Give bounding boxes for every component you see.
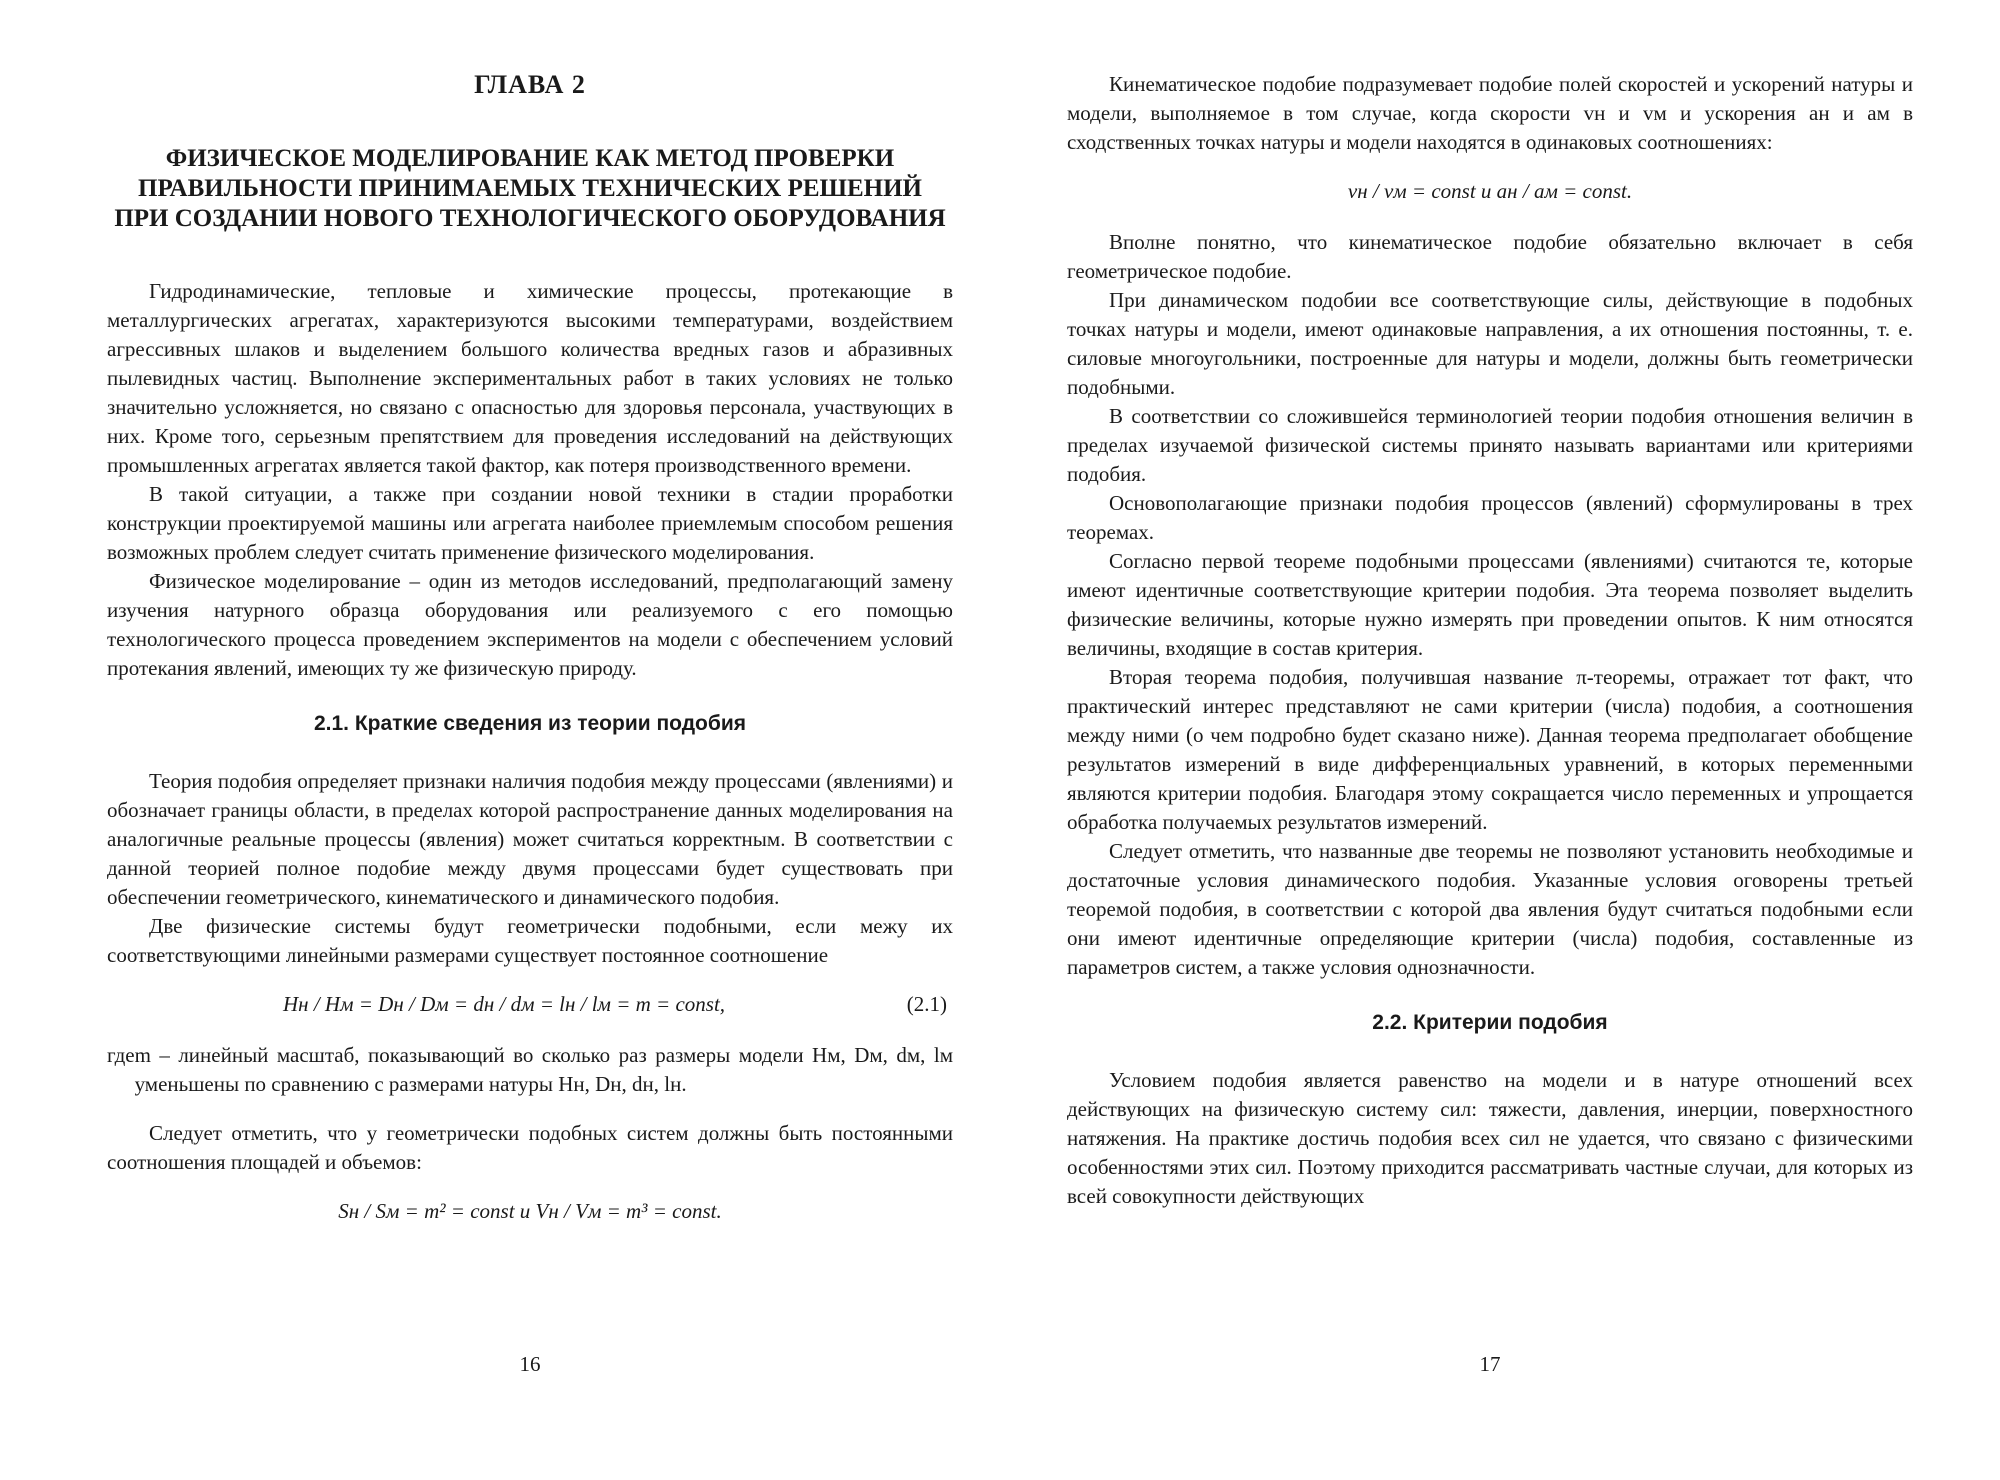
paragraph: Физическое моделирование – один из методов исследований, предполагающий замену изучения натурного образца оборудования или реализуемого с его помощью технологического процесса проведением экспериментов на модели с обеспечением условий протекания явлений, имеющих ту же физическую природу. <box>107 569 953 680</box>
chapter-title-line: ФИЗИЧЕСКОЕ МОДЕЛИРОВАНИЕ КАК МЕТОД ПРОВЕРКИ <box>165 145 895 172</box>
chapter-title <box>107 144 953 234</box>
paragraph: Согласно первой теореме подобными процессами (явлениями) считаются те, которые имеют идентичные соответствующие критерии подобия. Эта теорема позволяет выделить физические величины, которые нужно измерять при проведении опытов. К ним относятся величины, входящие в состав критерия. <box>1067 549 1913 660</box>
chapter-title-line: ПРАВИЛЬНОСТИ ПРИНИМАЕМЫХ ТЕХНИЧЕСКИХ РЕШЕНИЙ <box>138 175 922 202</box>
equation-area-volume: Sн / Sм = m² = const и Vн / Vм = m³ = const. <box>338 1199 722 1223</box>
paragraph: Гидродинамические, тепловые и химические процессы, протекающие в металлургических агрегатах, характеризуются высокими температурами, воздействием агрессивных шлаков и выделением большого количества вредных газов и абразивных пылевидных частиц. Выполнение экспериментальных работ в таких условиях не только значительно усложняется, но связано с опасностью для здоровья персонала, участвующих в них. Кроме того, серьезным препятствием для проведения исследований на действующих промышленных агрегатах является такой фактор, как потеря производственного времени. <box>107 279 953 477</box>
paragraph: Теория подобия определяет признаки наличия подобия между процессами (явлениями) и обозначает границы области, в пределах которой распространение данных моделирования на аналогичные реальные процессы (явления) может считаться корректным. В соответствии с данной теорией полное подобие между двумя процессами будет существовать при обеспечении геометрического, кинематического и динамического подобия. <box>107 769 953 909</box>
paragraph: Вполне понятно, что кинематическое подобие обязательно включает в себя геометрическое подобие. <box>1067 230 1913 283</box>
page-number: 17 <box>1479 1352 1501 1376</box>
where-label: где <box>107 1043 135 1067</box>
paragraph: При динамическом подобии все соответствующие силы, действующие в подобных точках натуры и модели, имеют одинаковые направления, а их отношения постоянны, т. е. силовые многоугольники, построенные для натуры и модели, должны быть геометрически подобными. <box>1067 288 1913 399</box>
equation-kinematic: vн / vм = const и aн / aм = const. <box>1347 179 1633 203</box>
paragraph: Две физические системы будут геометрически подобными, если межу их соответствующими линейными размерами существует постоянное соотношение <box>107 914 953 967</box>
section-heading-2-1: 2.1. Краткие сведения из теории подобия <box>313 712 747 735</box>
page-number: 16 <box>519 1352 541 1376</box>
left-page <box>107 0 953 1480</box>
equation-2-1-body: Hн / Hм = Dн / Dм = dн / dм = lн / lм = m = const, <box>283 992 726 1016</box>
paragraph: В такой ситуации, а также при создании новой техники в стадии проработки конструкции проектируемой машины или агрегата наиболее приемлемым способом решения возможных проблем следует считать применение физического моделирования. <box>107 482 953 564</box>
paragraph: Вторая теорема подобия, получившая название π-теоремы, отражает тот факт, что практический интерес представляют не сами критерии (числа) подобия, а соотношения между ними (о чем подробно будет сказано ниже). Данная теорема предполагает обобщение результатов измерений в виде дифференциальных уравнений, в которых переменными являются критерии подобия. Благодаря этому сокращается число переменных и упрощается обработка получаемых результатов измерений. <box>1067 665 1913 834</box>
where-clause <box>107 1041 953 1099</box>
chapter-heading: ГЛАВА 2 <box>474 70 586 99</box>
equation-2-1 <box>107 990 953 1019</box>
paragraph: В соответствии со сложившейся терминологией теории подобия отношения величин в пределах изучаемой физической системы принято называть вариантами или критериями подобия. <box>1067 404 1913 486</box>
paragraph: Следует отметить, что названные две теоремы не позволяют установить необходимые и достаточные условия динамического подобия. Указанные условия оговорены третьей теоремой подобия, в соответствии с которой два явления будут считаться подобными если они имеют идентичные определяющие критерии (числа) подобия, составленные из параметров систем, а также условия однозначности. <box>1067 839 1913 979</box>
paragraph: Условием подобия является равенство на модели и в натуре отношений всех действующих на физическую систему сил: тяжести, давления, инерции, поверхностного натяжения. На практике достичь подобия всех сил не удается, что связано с физическими особенностями этих сил. Поэтому приходится рассматривать частные случаи, для которых из всей совокупности действующих <box>1067 1068 1913 1208</box>
where-text: m – линейный масштаб, показывающий во сколько раз размеры модели Hм, Dм, dм, lм уменьшены по сравнению с размерами натуры Hн, Dн, dн, lн. <box>134 1043 953 1096</box>
equation-number: (2.1) <box>906 992 947 1016</box>
section-heading-2-2: 2.2. Критерии подобия <box>1372 1011 1608 1034</box>
paragraph: Кинематическое подобие подразумевает подобие полей скоростей и ускорений натуры и модели, выполняемое в том случае, когда скорости vн и vм и ускорения aн и aм в сходственных точках натуры и модели находятся в одинаковых соотношениях: <box>1067 72 1913 154</box>
paragraph: Основополагающие признаки подобия процессов (явлений) сформулированы в трех теоремах. <box>1067 491 1913 544</box>
right-page <box>1067 0 1913 1480</box>
chapter-title-line: ПРИ СОЗДАНИИ НОВОГО ТЕХНОЛОГИЧЕСКОГО ОБОРУДОВАНИЯ <box>114 205 946 232</box>
paragraph: Следует отметить, что у геометрически подобных систем должны быть постоянными соотношения площадей и объемов: <box>107 1121 953 1174</box>
